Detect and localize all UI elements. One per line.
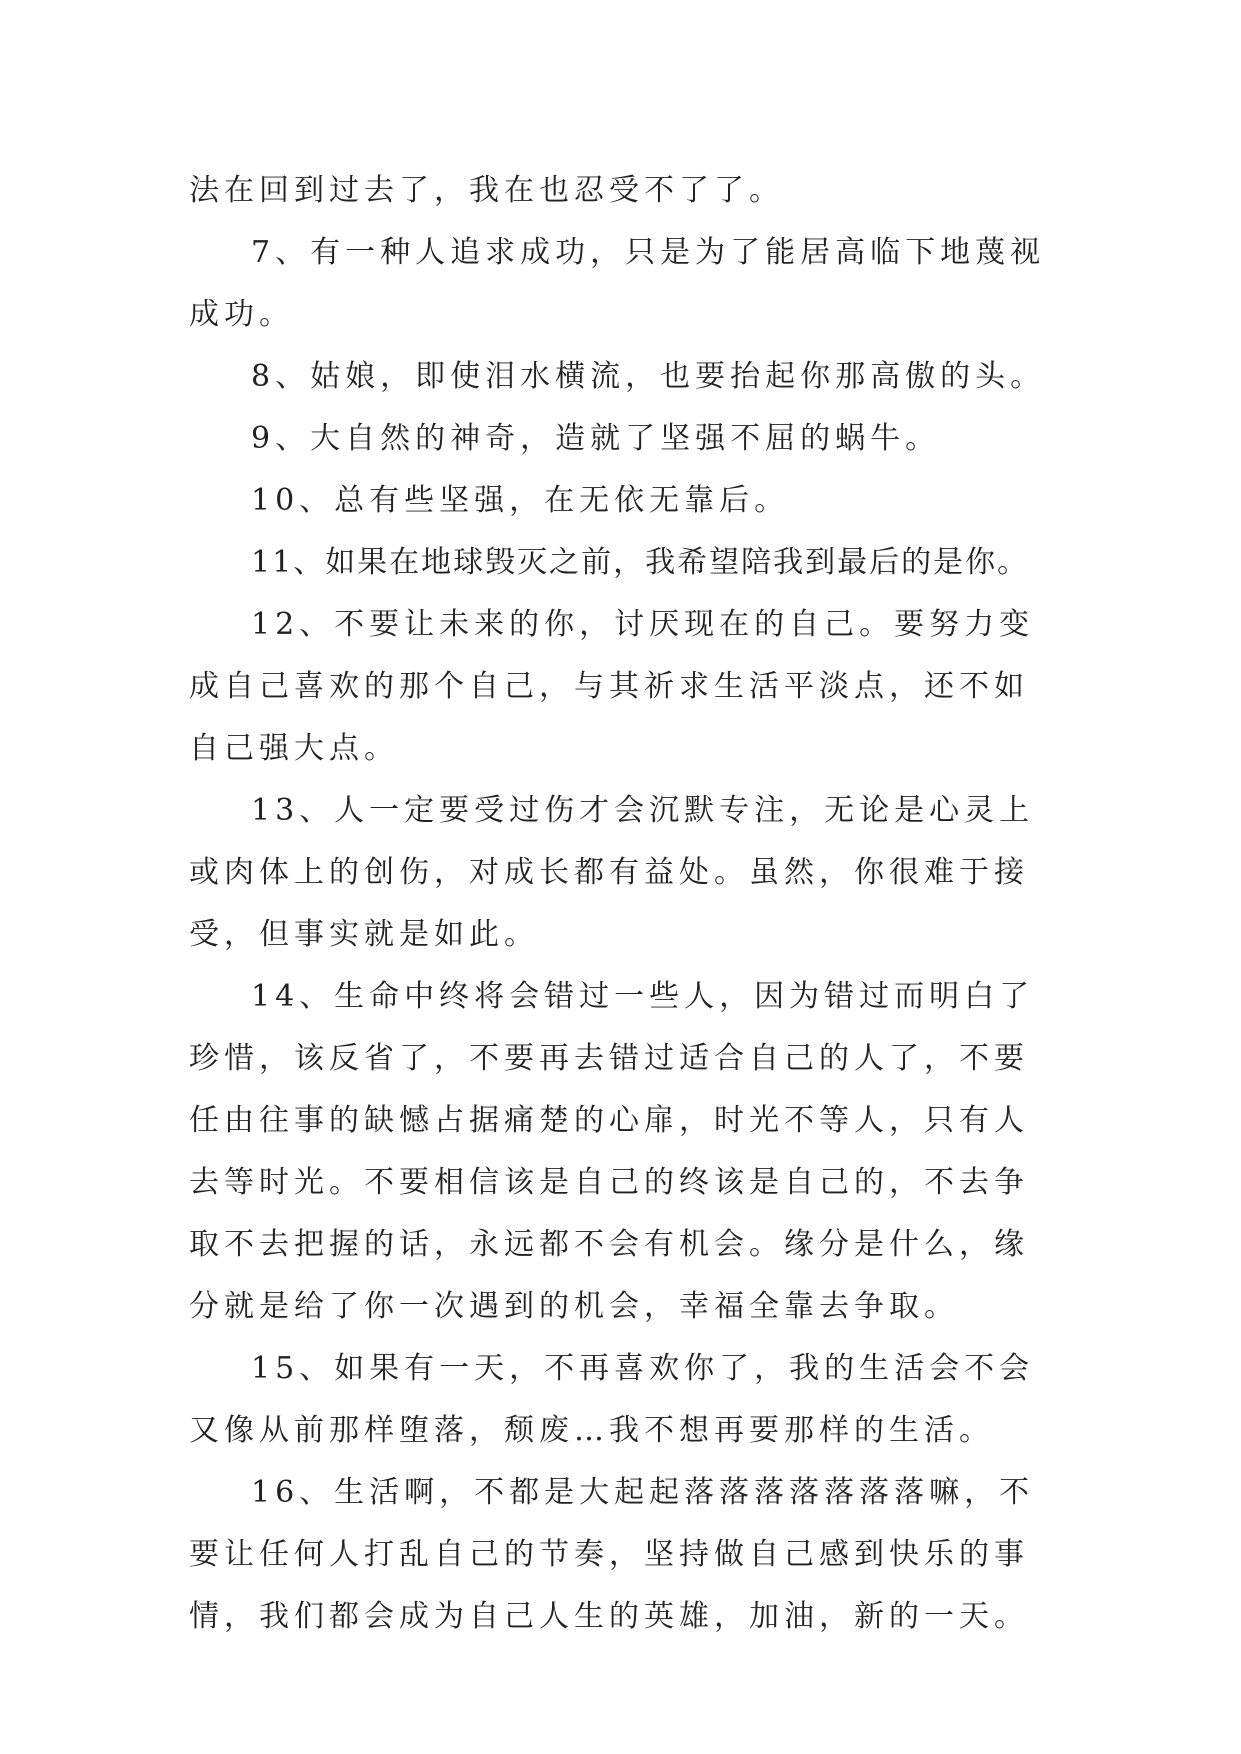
paragraph-item-10: 10、总有些坚强，在无依无靠后。: [251, 483, 790, 518]
paragraph-item-16: 16、生活啊，不都是大起起落落落落落落落嘛，不要让任何人打乱自己的节奏，坚持做自己感到快乐的事情，我们都会成为自己人生的英雄，加油，新的一天。: [189, 1475, 1035, 1634]
paragraph-item-11: 11、如果在地球毁灭之前，我希望陪我到最后的是你。: [251, 545, 1030, 580]
paragraph-item-8: 8、姑娘，即使泪水横流，也要抬起你那高傲的头。: [251, 359, 1046, 394]
paragraph-continued: 法在回到过去了，我在也忍受不了了。: [189, 173, 784, 208]
paragraph-item-9: 9、大自然的神奇，造就了坚强不屈的蜗牛。: [251, 421, 941, 456]
paragraph-item-15: 15、如果有一天，不再喜欢你了，我的生活会不会又像从前那样堕落，颓废…我不想再要那样的生活。: [189, 1351, 1035, 1448]
paragraph-item-14: 14、生命中终将会错过一些人，因为错过而明白了珍惜，该反省了，不要再去错过适合自己的人了，不要任由往事的缺憾占据痛楚的心扉，时光不等人，只有人去等时光。不要相信该是自己的终该是自己的，不去争取不去把握的话，永远都不会有机会。缘分是什么，缘分就是给了你一次遇到的机会，幸福全靠去争取。: [189, 979, 1035, 1324]
paragraph-item-12: 12、不要让未来的你，讨厌现在的自己。要努力变成自己喜欢的那个自己，与其祈求生活平淡点，还不如自己强大点。: [189, 607, 1035, 766]
paragraph-item-13: 13、人一定要受过伤才会沉默专注，无论是心灵上或肉体上的创伤，对成长都有益处。虽然，你很难于接受，但事实就是如此。: [189, 793, 1035, 952]
paragraph-item-7: 7、有一种人追求成功，只是为了能居高临下地蔑视成功。: [189, 235, 1046, 332]
document-body: [189, 160, 1059, 1648]
